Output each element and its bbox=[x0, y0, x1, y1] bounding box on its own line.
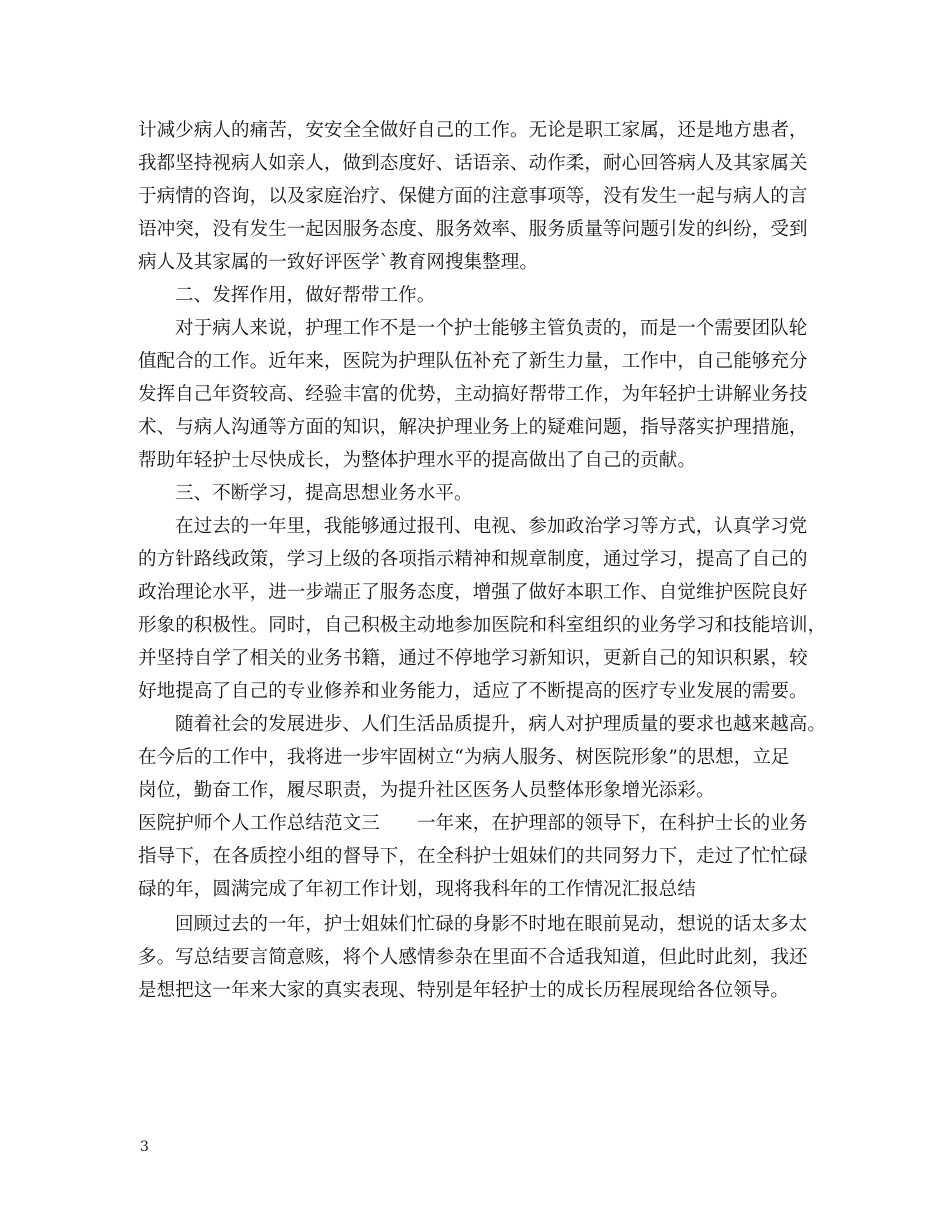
text-line: 发挥自己年资较高、经验丰富的优势，主动搞好帮带工作，为年轻护士讲解业务技 bbox=[138, 384, 808, 405]
text-line: 好地提高了自己的专业修养和业务能力，适应了不断提高的医疗专业发展的需要。 bbox=[138, 681, 808, 702]
text-line: 是想把这一年来大家的真实表现、特别是年轻护士的成长历程展现给各位领导。 bbox=[138, 980, 790, 1001]
text-line: 政治理论水平，进一步端正了服务态度，增强了做好本职工作、自觉维护医院良好 bbox=[138, 582, 808, 603]
section-heading: 三、不断学习，提高思想业务水平。 bbox=[175, 483, 473, 504]
text-line: 计减少病人的痛苦，安安全全做好自己的工作。无论是职工家属，还是地方患者， bbox=[138, 120, 808, 141]
paragraph-start-line: 随着社会的发展进步、人们生活品质提升，病人对护理质量的要求也越来越高。 bbox=[175, 714, 827, 735]
text-line: 于病情的咨询，以及家庭治疗、保健方面的注意事项等，没有发生一起与病人的言 bbox=[138, 186, 808, 207]
text-line: 在今后的工作中，我将进一步牢固树立“为病人服务、树医院形象”的思想，立足 bbox=[138, 747, 790, 768]
section-title-line: 医院护师个人工作总结范文三 一年来，在护理部的领导下，在科护士长的业务 bbox=[138, 813, 808, 834]
text-line: 术、与病人沟通等方面的知识，解决护理业务上的疑难问题，指导落实护理措施， bbox=[138, 417, 808, 438]
text-line: 帮助年轻护士尽快成长，为整体护理水平的提高做出了自己的贡献。 bbox=[138, 450, 697, 471]
document-body bbox=[138, 114, 827, 1007]
text-line: 的方针路线政策，学习上级的各项指示精神和规章制度，通过学习，提高了自己的 bbox=[138, 549, 808, 570]
text-line: 多。写总结要言简意赅，将个人感情参杂在里面不合适我知道，但此时此刻，我还 bbox=[138, 947, 808, 968]
paragraph-start-line: 在过去的一年里，我能够通过报刊、电视、参加政治学习等方式，认真学习党 bbox=[175, 516, 808, 537]
text-line: 病人及其家属的一致好评医学`教育网搜集整理。 bbox=[138, 252, 538, 273]
text-line: 并坚持自学了相关的业务书籍，通过不停地学习新知识，更新自己的知识积累，较 bbox=[138, 648, 808, 669]
text-line: 碌的年，圆满完成了年初工作计划，现将我科年的工作情况汇报总结 bbox=[138, 879, 697, 900]
text-line: 值配合的工作。近年来，医院为护理队伍补充了新生力量，工作中，自己能够充分 bbox=[138, 351, 808, 372]
section-heading: 二、发挥作用，做好帮带工作。 bbox=[175, 285, 436, 306]
page-number: 3 bbox=[140, 1139, 149, 1155]
text-line: 我都坚持视病人如亲人，做到态度好、话语亲、动作柔，耐心回答病人及其家属关 bbox=[138, 153, 808, 174]
paragraph-start-line: 回顾过去的一年，护士姐妹们忙碌的身影不时地在眼前晃动，想说的话太多太 bbox=[175, 914, 808, 935]
paragraph-start-line: 对于病人来说，护理工作不是一个护士能够主管负责的，而是一个需要团队轮 bbox=[175, 318, 808, 339]
text-line: 形象的积极性。同时，自己积极主动地参加医院和科室组织的业务学习和技能培训， bbox=[138, 615, 827, 636]
text-line: 岗位，勤奋工作，履尽职责，为提升社区医务人员整体形象增光添彩。 bbox=[138, 780, 715, 801]
text-line: 语冲突，没有发生一起因服务态度、服务效率、服务质量等问题引发的纠纷，受到 bbox=[138, 219, 808, 240]
text-line: 指导下，在各质控小组的督导下，在全科护士姐妹们的共同努力下，走过了忙忙碌 bbox=[138, 846, 808, 867]
